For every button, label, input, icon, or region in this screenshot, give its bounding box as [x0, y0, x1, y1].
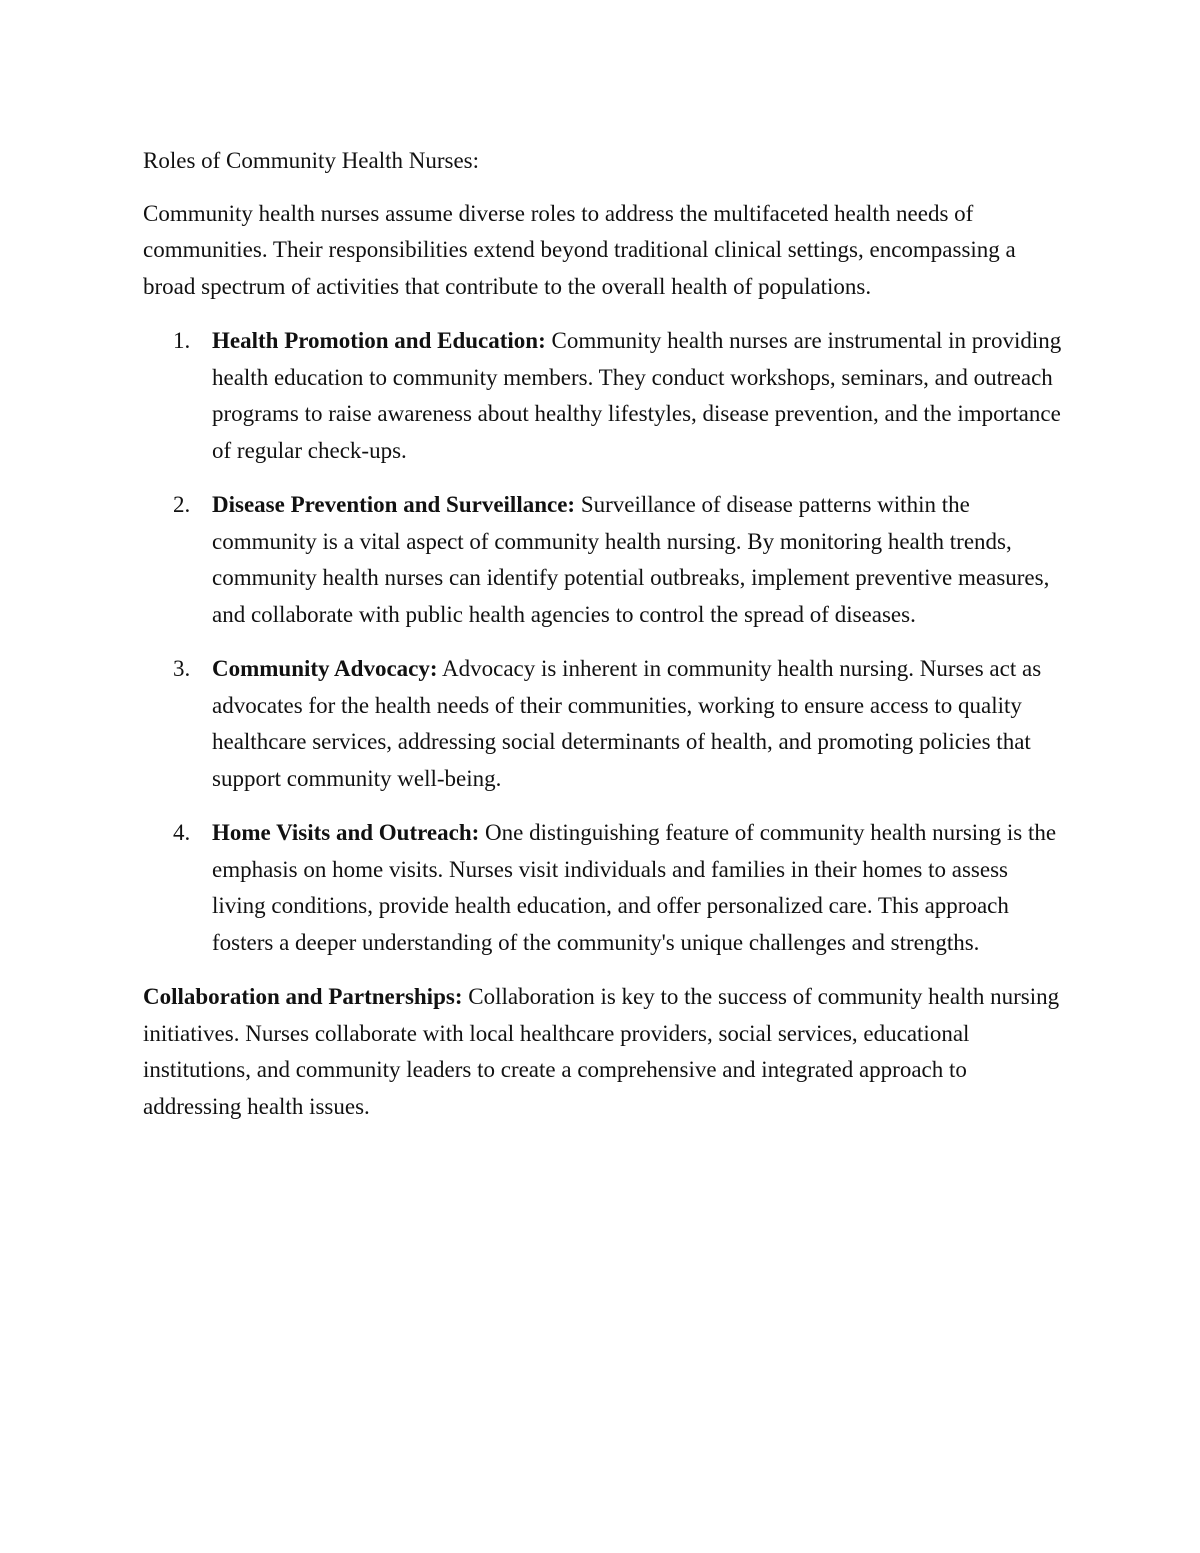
role-item-home-visits: [143, 815, 1063, 961]
roles-list: [143, 323, 1063, 961]
role-title: Community Advocacy:: [212, 656, 438, 681]
role-title: Health Promotion and Education:: [212, 328, 546, 353]
collaboration-paragraph: [143, 979, 1063, 1125]
role-text: Community health nurses are instrumental in providing health education to community members. They conduct workshops, seminars, and outreach programs to raise awareness about healthy lifestyles, disease prevention, and the importance of regular check-ups.: [212, 328, 1062, 463]
role-text: One distinguishing feature of community health nursing is the emphasis on home visits. Nurses visit individuals and families in their homes to assess living conditions, provide health education, and offer personalized care. This approach fosters a deeper understanding of the community's unique challenges and strengths.: [212, 820, 1057, 955]
role-item-health-promotion: [143, 323, 1063, 469]
collaboration-text: Collaboration is key to the success of community health nursing initiatives. Nurses collaborate with local healthcare providers, social services, educational institutions, and community leaders to create a comprehensive and integrated approach to addressing health issues.: [143, 984, 1060, 1119]
role-text: Advocacy is inherent in community health nursing. Nurses act as advocates for the health needs of their communities, working to ensure access to quality healthcare services, addressing social determinants of health, and promoting policies that support community well-being.: [212, 656, 1042, 791]
role-title: Disease Prevention and Surveillance:: [212, 492, 576, 517]
list-number: 3.: [173, 656, 191, 681]
collaboration-title: Collaboration and Partnerships:: [143, 984, 463, 1009]
list-number: 4.: [173, 820, 191, 845]
document-page: [143, 143, 1063, 1125]
role-text: Surveillance of disease patterns within the community is a vital aspect of community health nursing. By monitoring health trends, community health nurses can identify potential outbreaks, implement preventive measures, and collaborate with public health agencies to control the spread of diseases.: [212, 492, 1050, 627]
intro-paragraph: Community health nurses assume diverse roles to address the multifaceted health needs of communities. Their responsibilities extend beyond traditional clinical settings, encompassing a broad spectrum of activities that contribute to the overall health of populations.: [143, 200, 1016, 299]
role-item-disease-prevention: [143, 487, 1063, 633]
list-number: 1.: [173, 328, 191, 353]
role-item-community-advocacy: [143, 651, 1063, 797]
document-heading: Roles of Community Health Nurses:: [143, 148, 480, 173]
role-title: Home Visits and Outreach:: [212, 820, 480, 845]
list-number: 2.: [173, 492, 191, 517]
